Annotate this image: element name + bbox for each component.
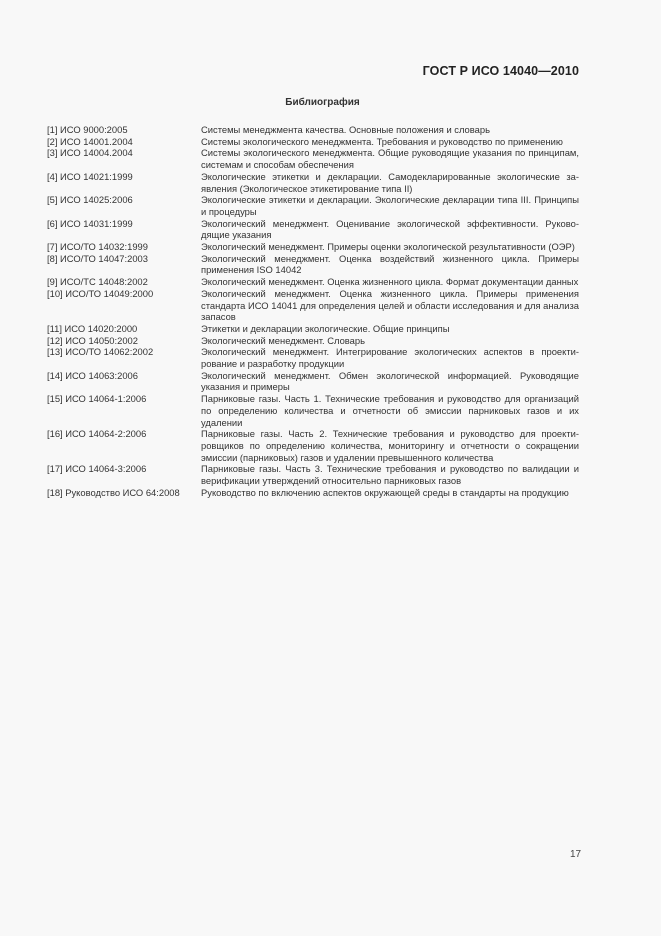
entry-title: Системы экологического менеджмента. Общие руководящие указания по принципам, системам и способам обеспечения	[201, 147, 579, 171]
entry-title: Экологический менеджмент. Интегрирование экологических аспектов в проектирование и разработку продукции	[201, 346, 579, 370]
bibliography-entry	[47, 288, 579, 323]
entry-title: Экологический менеджмент. Словарь	[201, 334, 365, 346]
entry-reference: [18] Руководство ИСО 64:2008	[47, 486, 180, 498]
page-number: 17	[570, 849, 582, 860]
bibliography-entry	[47, 370, 579, 393]
entry-reference: [4] ИСО 14021:1999	[47, 170, 133, 182]
entry-reference: [1] ИСО 9000:2005	[47, 124, 128, 135]
entry-title: Экологический менеджмент. Обмен экологической информацией. Руководящие указания и примеры	[201, 369, 579, 393]
bibliography-entry	[47, 171, 579, 194]
entry-reference: [6] ИСО 14031:1999	[47, 217, 133, 229]
bibliography-heading: Библиография	[285, 97, 360, 108]
entry-title: Экологический менеджмент. Примеры оценки экологической результативности (ОЭР)	[201, 241, 575, 253]
entry-title: Экологический менеджмент. Оценка воздействий жизненного цикла. Примеры применения ISO 14042	[201, 252, 579, 276]
section-title	[0, 97, 661, 108]
entry-title: Экологический менеджмент. Оценивание экологической эффективности. Руководящие указания	[201, 217, 579, 241]
standard-code-header: ГОСТ Р ИСО 14040—2010	[422, 64, 579, 78]
bibliography-entry	[47, 218, 579, 241]
entry-reference: [2] ИСО 14001.2004	[47, 135, 133, 147]
entry-reference: [8] ИСО/ТО 14047:2003	[47, 252, 148, 264]
bibliography-entry	[47, 194, 579, 217]
entry-title: Системы менеджмента качества. Основные положения и словарь	[201, 124, 490, 135]
bibliography-entry	[47, 463, 579, 486]
entry-reference: [15] ИСО 14064-1:2006	[47, 393, 147, 405]
bibliography-entry	[47, 241, 579, 253]
entry-title: Парниковые газы. Часть 2. Технические требования и руководство для проектировщиков по определению количества, мониторингу и отчетности о сокращении эмиссии (парниковых) газов и удалении превышенного количества	[201, 428, 579, 463]
bibliography-entry	[47, 346, 579, 369]
entry-title: Этикетки и декларации экологические. Общие принципы	[201, 322, 450, 334]
bibliography-entry	[47, 428, 579, 463]
entry-title: Руководство по включению аспектов окружающей среды в стандарты на продукцию	[201, 486, 569, 498]
entry-reference: [16] ИСО 14064-2:2006	[47, 428, 147, 440]
bibliography-entry	[47, 147, 579, 170]
entry-title: Экологический менеджмент. Оценка жизненного цикла. Примеры применения стандарта ИСО 14041 для определения целей и области исследования и для анализа запасов	[201, 287, 579, 323]
entry-reference: [14] ИСО 14063:2006	[47, 369, 138, 381]
bibliography-entry	[47, 487, 579, 499]
entry-title: Экологические этикетки и декларации. Самодекларированные экологические заявления (Экологическое этикетирование типа II)	[201, 170, 579, 194]
entry-reference: [11] ИСО 14020:2000	[47, 322, 138, 334]
entry-reference: [10] ИСО/ТО 14049:2000	[47, 287, 154, 299]
bibliography-entry	[47, 335, 579, 347]
entry-reference: [13] ИСО/ТО 14062:2002	[47, 346, 154, 358]
entry-reference: [7] ИСО/ТО 14032:1999	[47, 241, 148, 253]
entry-title: Экологический менеджмент. Оценка жизненного цикла. Формат документации данных	[201, 276, 579, 288]
entry-title: Экологические этикетки и декларации. Экологические декларации типа III. Принципы и процедуры	[201, 194, 579, 217]
bibliography-entry	[47, 124, 579, 136]
entry-title: Парниковые газы. Часть 3. Технические требования и руководство по валидации и верификации утверждений относительно парниковых газов	[201, 463, 579, 487]
bibliography-entry	[47, 393, 579, 428]
bibliography-entry	[47, 276, 579, 288]
entry-reference: [12] ИСО 14050:2002	[47, 334, 138, 346]
bibliography-list	[47, 124, 579, 499]
entry-reference: [9] ИСО/ТС 14048:2002	[47, 276, 148, 288]
bibliography-entry	[47, 323, 579, 335]
bibliography-entry	[47, 253, 579, 276]
entry-title: Системы экологического менеджмента. Требования и руководство по применению	[201, 135, 563, 147]
entry-title: Парниковые газы. Часть 1. Технические требования и руководство для организаций по определению количества и отчетности об эмиссии парниковых газов и их удалении	[201, 393, 579, 428]
bibliography-entry	[47, 136, 579, 148]
entry-reference: [3] ИСО 14004.2004	[47, 147, 133, 159]
entry-reference: [17] ИСО 14064-3:2006	[47, 463, 147, 475]
entry-reference: [5] ИСО 14025:2006	[47, 194, 133, 206]
